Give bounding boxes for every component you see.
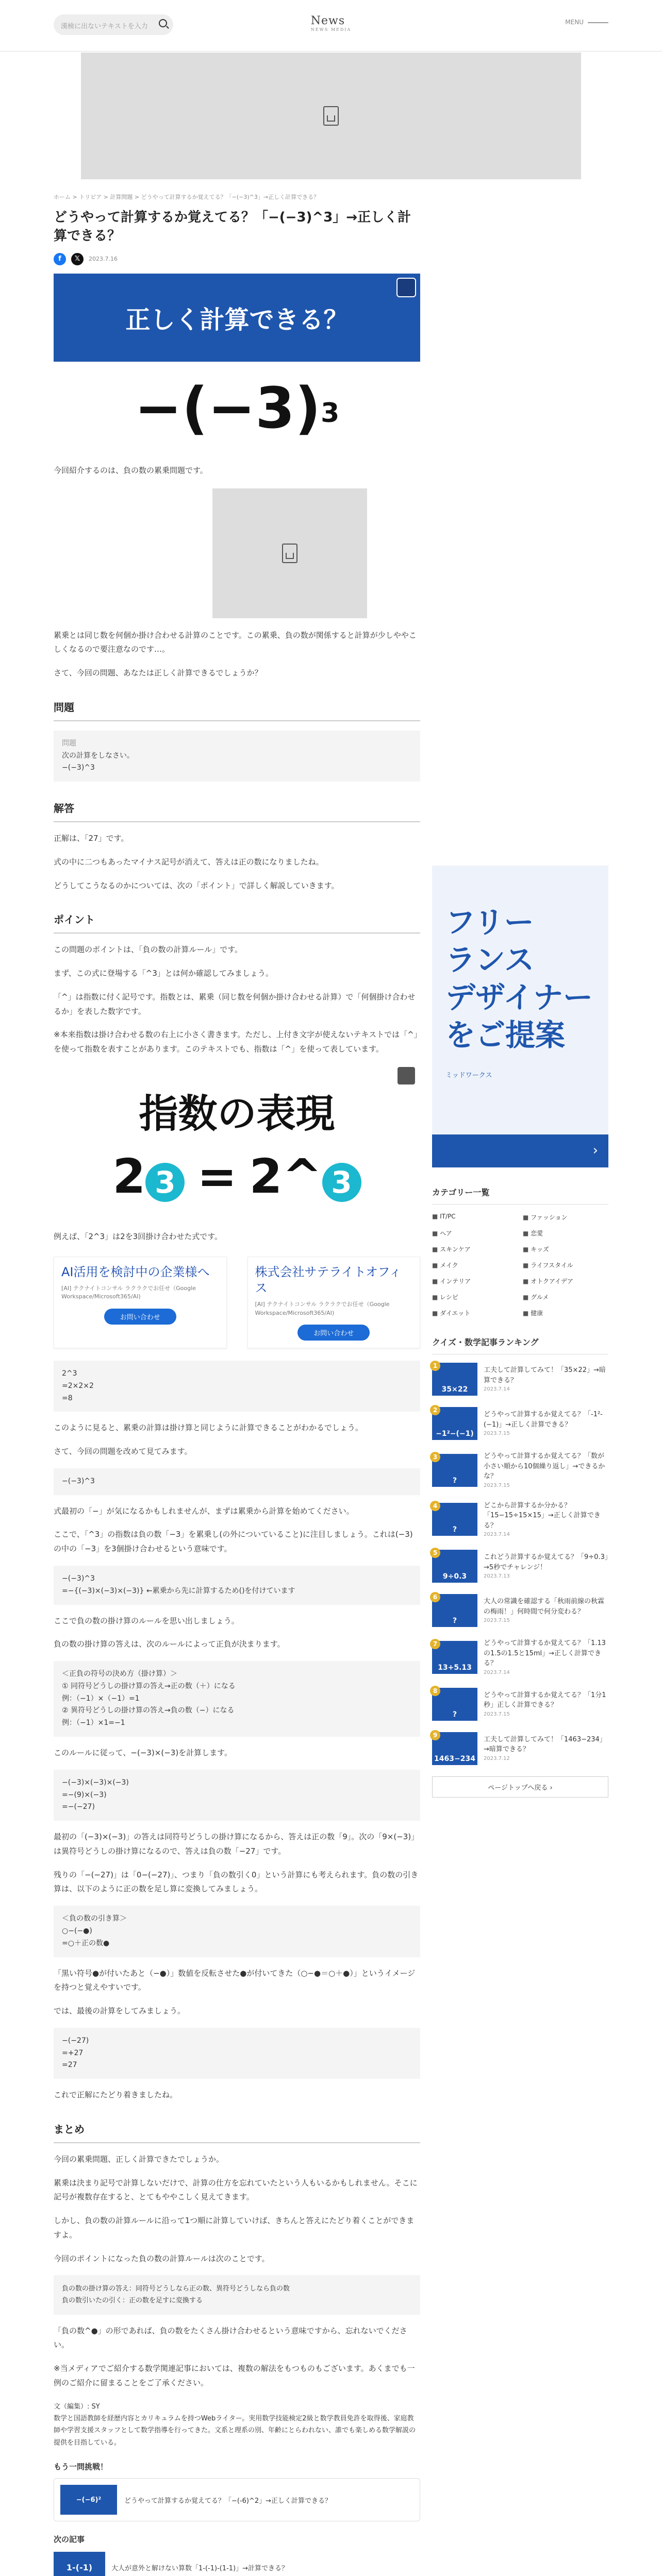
category-list [432,1213,608,1317]
ranking-date: 2023.7.13 [484,1573,510,1579]
answer-heading: 解答 [54,792,420,822]
ad-card[interactable] [247,1257,421,1348]
rule-line: ＜正負の符号の決め方（掛け算）＞ [62,1670,177,1679]
point-8: 式最初の「−」が気になるかもしれませんが、まずは累乗から計算を始めてください。 [54,1506,354,1516]
summary-2: 累乗は決まり記号で計算しないだけで、計算の仕方を忘れていたという人もいるかもしれません。そこに記号が複数存在すると、とてもややこしく見えてきます。 [54,2178,418,2202]
rule-line: ② 異符号どうしの掛け算の答え→負の数（−）になる [62,1706,235,1715]
ranking-date: 2023.7.14 [484,1669,510,1675]
point-2: まず、この式に登場する「^3」とは何か確認してみましょう。 [54,969,273,978]
point-6: このように見ると、累乗の計算は掛け算と同じように計算できることがわかるでしょう。 [54,1423,363,1433]
author-box [54,2401,420,2449]
point-heading: ポイント [54,903,420,934]
thumb-text: 9÷0.3 [442,1572,467,1581]
page-title: どうやって計算するか覚えてる？「−(−3)^3」→正しく計算できる？ [54,210,411,244]
logo-text: News [310,14,345,27]
sidebar [432,866,608,1798]
calc-box-3 [54,1566,420,1605]
sidebar-ad-sub: ミッドワークス [445,1072,492,1080]
summary-1: 今回の累乗問題、正しく計算できたでしょうか。 [54,2154,224,2164]
question-heading: 問題 [54,691,420,721]
formula-exp: 3 [321,397,340,429]
ranking-item[interactable] [432,1688,608,1721]
rank-badge: 3 [430,1452,440,1462]
ad-line: をご提案 [445,1018,566,1053]
ranking-text [484,1501,608,1539]
rule-line: 例：（−1）×1=−1 [62,1719,125,1727]
ranking-title: どうやって計算するか覚えてる？「1分1秒」正しく計算できる？ [484,1691,606,1709]
calc-line: =2×2×2 [62,1381,94,1390]
ad-button[interactable]: お問い合わせ [297,1325,370,1341]
ranking-text [484,1365,608,1393]
article [54,193,420,2576]
ranking-item[interactable] [432,1451,608,1489]
ranking-text [484,1638,608,1676]
thumb-text: 35×22 [441,1385,468,1394]
author-name: 文（編集）: SY [54,2402,100,2411]
point-7: さて、今回の問題を改めて見てみます。 [54,1447,192,1456]
eq-right-base: 2^ [249,1148,322,1204]
point-1: この問題のポイントは、「負の数の計算ルール」です。 [54,945,243,955]
rule-line: =○＋正の数● [62,1939,110,1947]
article-meta [54,253,420,265]
inline-image-placeholder [212,488,367,618]
intro: 今回紹介するのは、負の数の累乗問題です。 [54,465,208,475]
category-item[interactable]: ■ IT/PC [432,1213,518,1222]
rank-badge: 2 [430,1405,440,1415]
calc-line: −(−3)^3 [62,1574,95,1583]
article-date: 2023.7.16 [89,256,118,263]
next-title: 大人が意外と解けない算数「1-(-1)-(1-1)」→計算できる？ [111,2564,289,2572]
ranking-thumb [432,1407,477,1440]
related-thumb: −(−6)² [60,2485,117,2515]
ranking-title: どうやって計算するか覚えてる？「数が小さい順から10個繰り返し」→できるかな？ [484,1452,605,1480]
hero-text: 正しく計算できる？ [125,305,349,334]
point-17: これで正解にたどり着きましたね。 [54,2090,178,2100]
ranking-date: 2023.7.14 [484,1532,510,1537]
ranking-title: 工夫して計算してみて！「1463−234」→暗算できる？ [484,1735,606,1753]
hamburger-icon [588,22,608,23]
point-4: ※本来指数は掛け合わせる数の右上に小さく書きます。ただし、上付き文字が使えないテキストでは「^」を使って指数を表すことがあります。このテキストでも、指数は「^」を使って表しています。 [54,1030,418,1054]
rank-badge: 9 [430,1730,440,1740]
ad-row [54,1257,420,1348]
point-12: このルールに従って、−(−3)×(−3)を計算します。 [54,1748,232,1758]
ad-line: フリー [445,905,534,940]
ad-button[interactable]: お問い合わせ [104,1309,176,1325]
ranking-text [484,1552,608,1580]
ranking-title: 工夫して計算してみて！「35×22」→暗算できる？ [484,1366,606,1384]
calc-line: 2^3 [62,1369,77,1378]
eq-sign: = [197,1148,237,1204]
category-item[interactable]: ■ ヘア [432,1229,518,1238]
calc-box-1 [54,1361,420,1412]
ranking-thumb [432,1550,477,1583]
image-icon [323,106,339,126]
rule-box-2 [54,1906,420,1957]
point-13: 最初の「(−3)×(−3)」の答えは同符号どうしの掛け算になるから、答えは正の数「9」。次の「9×(−3)」は異符号どうしの掛け算になるので、答えは負の数「−27」です。 [54,1832,419,1856]
summary-6: ※当メディアでご紹介する数学関連記事においては、複数の解法をもつものもございます。あくまでも一例のご紹介に留まることをご了承ください。 [54,2364,415,2387]
summary-box [54,2275,420,2314]
category-item[interactable]: ■ 健康 [523,1309,608,1317]
thumb-text: ? [452,1526,457,1534]
gallery-icon[interactable] [396,278,416,297]
search-input[interactable] [54,14,173,35]
exponent-image [54,1066,420,1221]
calc-line: =27 [62,2061,77,2070]
category-item[interactable]: ■ グルメ [523,1293,608,1301]
ranking-date: 2023.7.15 [484,1618,510,1623]
calc-line: =8 [62,1394,73,1402]
sidebar-ad[interactable] [432,866,608,1167]
summary-4: 今回のポイントになった負の数の計算ルールは次のことです。 [54,2253,270,2263]
calc-box-4 [54,1770,420,1821]
next-heading: 次の記事 [54,2535,85,2545]
ad-sub: [AI] テクナイトコンサル ラクラクでお任せ（Google Workspace/Microsoft365/AI) [255,1301,390,1316]
category-item[interactable]: ■ レシピ [432,1293,518,1301]
thumb-text: −1²−(−1) [436,1430,474,1438]
ad-line: デザイナー [445,980,593,1015]
search-icon[interactable] [159,19,167,27]
ranking-item[interactable] [432,1638,608,1676]
menu-button[interactable] [565,19,608,26]
ad-line: ランス [445,942,535,978]
question-line: 次の計算をしなさい。 [62,751,134,760]
ranking-thumb [432,1363,477,1396]
eq-left-exp: 3 [145,1163,185,1202]
ranking-title: どうやって計算するか覚えてる？「1.13の1.5の1.5と15ml」→正しく計算できる？ [484,1639,606,1667]
next-thumb: 1-(-1) [54,2552,105,2576]
ranking-text [484,1451,608,1489]
next-item[interactable] [54,2552,420,2576]
answer-3: どうしてこうなるのかについては、次の「ポイント」で詳しく解説していきます。 [54,880,339,890]
ranking-thumb [432,1594,477,1627]
rank-badge: 7 [430,1639,440,1649]
ranking-text [484,1410,608,1437]
exponent-equation [112,1149,361,1204]
question-label: 問題 [62,739,76,748]
rank-badge: 4 [430,1501,440,1511]
point-14: 残りの「−(−27)」は「0−(−27)」、つまり「負の数引く0」という計算にも考えられます。負の数の引き算は、以下のように正の数を足し算に変換してみましょう。 [54,1870,419,1894]
site-header [0,0,662,52]
sidebar-ad-heading [445,904,595,1054]
summary-line: 負の数引いたの引く：正の数を足すに変換する [62,2296,203,2304]
rule-line: ① 同符号どうしの掛け算の答え→正の数（＋）になる [62,1682,236,1690]
calc-line: −(−3)×(−3)×(−3) [62,1778,129,1787]
summary-heading: まとめ [54,2113,420,2143]
ranking-item[interactable] [432,1550,608,1583]
ranking-thumb [432,1732,477,1765]
rule-line: 例：（−1）×（−1）=1 [62,1694,140,1703]
point-16: では、最後の計算をしてみましょう。 [54,2006,186,2016]
calc-line: =+27 [62,2048,84,2057]
ad-heading: AI活用を検討中の企業様へ [61,1264,210,1279]
rank-badge: 1 [430,1361,440,1371]
ranking-thumb [432,1454,477,1487]
calc-box-2 [54,1468,420,1495]
eq-left-base: 2 [112,1148,146,1204]
calc-box-5 [54,2028,420,2079]
formula-base: −(−3) [134,375,321,441]
category-item[interactable]: ■ ファッション [523,1213,608,1222]
ranking-text [484,1690,608,1718]
intro3: さて、今回の問題、あなたは正しく計算できるでしょうか？ [54,668,262,678]
rank-badge: 6 [430,1592,440,1602]
gallery-icon[interactable] [396,1066,416,1086]
ranking-text [484,1735,608,1762]
rank-badge: 8 [430,1686,440,1696]
image-icon [282,544,297,563]
answer-2: 式の中に二つもあったマイナス記号が消えて、答えは正の数になりましたね。 [54,857,324,867]
ad-sub: [AI] テクナイトコンサル ラクラクでお任せ（Google Workspace/Microsoft365/AI) [61,1284,196,1300]
point-5: 例えば、「2^3」は2を3回掛け合わせた式です。 [54,1231,223,1241]
related-title: どうやって計算するか覚えてる？「−(-6)^2」→正しく計算できる？ [124,2497,332,2505]
summary-5: 「負の数^●」の形であれば、負の数をたくさん掛け合わせるという意味ですから、忘れないでください。 [54,2326,407,2350]
category-item[interactable]: ■ インテリア [432,1277,518,1285]
category-item[interactable]: ■ ダイエット [432,1309,518,1317]
ranking-item[interactable] [432,1363,608,1396]
ranking-item[interactable] [432,1501,608,1539]
rank-badge: 5 [430,1548,440,1558]
thumb-text: 13+5.13 [438,1663,472,1672]
calc-line: =−(−27) [62,1803,95,1811]
exponent-title: 指数の表現 [139,1090,335,1137]
thumb-text: 1463−234 [434,1754,475,1763]
rule-line: ＜負の数の引き算＞ [62,1914,127,1923]
thumb-text: ? [452,1710,457,1719]
point-10: ここで負の数の掛け算のルールを思い出しましょう。 [54,1616,239,1625]
ad-heading: 株式会社サテライトオフィス [255,1264,402,1295]
back-to-top-button[interactable]: ページトップへ戻る › [432,1776,608,1798]
ranking-item[interactable] [432,1594,608,1627]
category-item[interactable]: ■ キッズ [523,1245,608,1253]
top-ad-placeholder[interactable] [81,53,581,179]
hero-image [54,274,420,362]
ranking-thumb [432,1688,477,1721]
thumb-text: ? [452,1617,457,1625]
hero-formula [54,362,420,454]
facebook-icon[interactable]: f [54,253,66,265]
thumb-text: ? [452,1476,457,1485]
ranking-title: どこから計算するか分かる？「15−15÷15×15」→正しく計算できる？ [484,1501,601,1530]
ranking-thumb [432,1503,477,1536]
ranking-title: どうやって計算するか覚えてる？「-1²-(−1)」→正しく計算できる？ [484,1411,603,1429]
ranking-title: これどう計算するか覚えてる？「9÷0.3」→5秒でチャレンジ！ [484,1553,608,1571]
category-item[interactable]: ■ ライフスタイル [523,1261,608,1269]
ranking-date: 2023.7.15 [484,1711,510,1717]
ranking-item[interactable] [432,1732,608,1765]
answer-1: 正解は、「27」です。 [54,834,129,843]
ranking-heading: クイズ・数学記事ランキング [432,1336,608,1354]
breadcrumb[interactable]: ホーム > トリビア > 計算問題 > どうやって計算するか覚えてる？「−(−3)^3」→正しく計算できる？ [54,194,320,200]
point-9: ここで、「^3」の指数は負の数「−3」を累乗し(の外についていること)に注目しましょう。これは(−3)の中の「−3」を3個掛け合わせるという意味です。 [54,1530,413,1554]
ranking-date: 2023.7.15 [484,1482,510,1488]
ranking-item[interactable] [432,1407,608,1440]
calc-line: =−(9)×(−3) [62,1790,107,1799]
summary-3: しかし、負の数の計算ルールに沿って1つ順に計算していけば、きちんと答えにたどり着くことができますよ。 [54,2216,415,2240]
ranking-text [484,1597,608,1624]
sidebar-ad-bar[interactable] [432,1134,608,1167]
arrow-icon: › [592,1143,598,1158]
ad-card[interactable] [54,1257,227,1348]
eq-right [250,1149,361,1204]
logo-sub: NEWS MEDIA [310,27,352,32]
point-15: 「黒い符号●が付いたあと（−●）」数値を反転させた●が付いてきた（○−●＝○＋●）」というイメージを持つと覚えやすいです。 [54,1968,416,1992]
search-placeholder: 漢検に出ないテキストを入力 [61,23,148,30]
menu-label: MENU [565,19,584,26]
ranking-title: 大人の常識を確認する「秋雨前線の秋霖の梅雨！」何時間で何分変わる？ [484,1598,605,1616]
author-bio: 数学と国語教師を経歴内容とカリキュラムを持つWebライター。実用数学技能検定2級と数学教員免許を取得後、家庭教師や学習支援スタッフとして数学指導を行ってきた。文系と理系の別、年齢にとらわれない、誰でも楽しめる数学解説の提供を目指している。 [54,2415,416,2447]
eq-left [112,1149,185,1204]
category-item[interactable]: ■ オトクアイデア [523,1277,608,1285]
point-11: 負の数の掛け算の答えは、次のルールによって正負が決まります。 [54,1639,285,1649]
calc-line: −(−27) [62,2036,89,2045]
question-formula: −(−3)^3 [62,764,95,772]
rule-line: ○−(−●) [62,1927,92,1935]
summary-line: 負の数の掛け算の答え：同符号どうしなら正の数、異符号どうしなら負の数 [62,2285,290,2293]
ranking-date: 2023.7.12 [484,1755,510,1761]
calc-line: −(−3)^3 [62,1477,95,1485]
eq-right-exp: 3 [322,1163,361,1202]
question-box [54,731,420,782]
intro2: 累乗とは同じ数を何個か掛け合わせる計算のことです。この累乗、負の数が関係すると計算が少しややこしくなるので要注意なのです…。 [54,630,417,654]
related-card[interactable] [54,2478,420,2521]
more-question-heading: もう一問挑戦！ [54,2462,108,2472]
site-logo[interactable] [311,14,351,32]
ranking-thumb [432,1641,477,1674]
ranking-date: 2023.7.15 [484,1431,510,1436]
category-item[interactable]: ■ メイク [432,1261,518,1269]
ranking-date: 2023.7.14 [484,1386,510,1392]
calc-line: =−{(−3)×(−3)×(−3)} ←累乗から先に計算するため()を付けています [62,1586,295,1595]
category-item[interactable]: ■ 恋愛 [523,1229,608,1238]
category-item[interactable]: ■ スキンケア [432,1245,518,1253]
point-3: 「^」は指数に付く記号です。指数とは、累乗（同じ数を何個か掛け合わせる計算）で「何個掛け合わせるか」を表した数字です。 [54,992,416,1016]
x-icon[interactable]: 𝕏 [71,253,84,265]
rule-box [54,1661,420,1737]
category-heading: カテゴリー一覧 [432,1186,608,1205]
